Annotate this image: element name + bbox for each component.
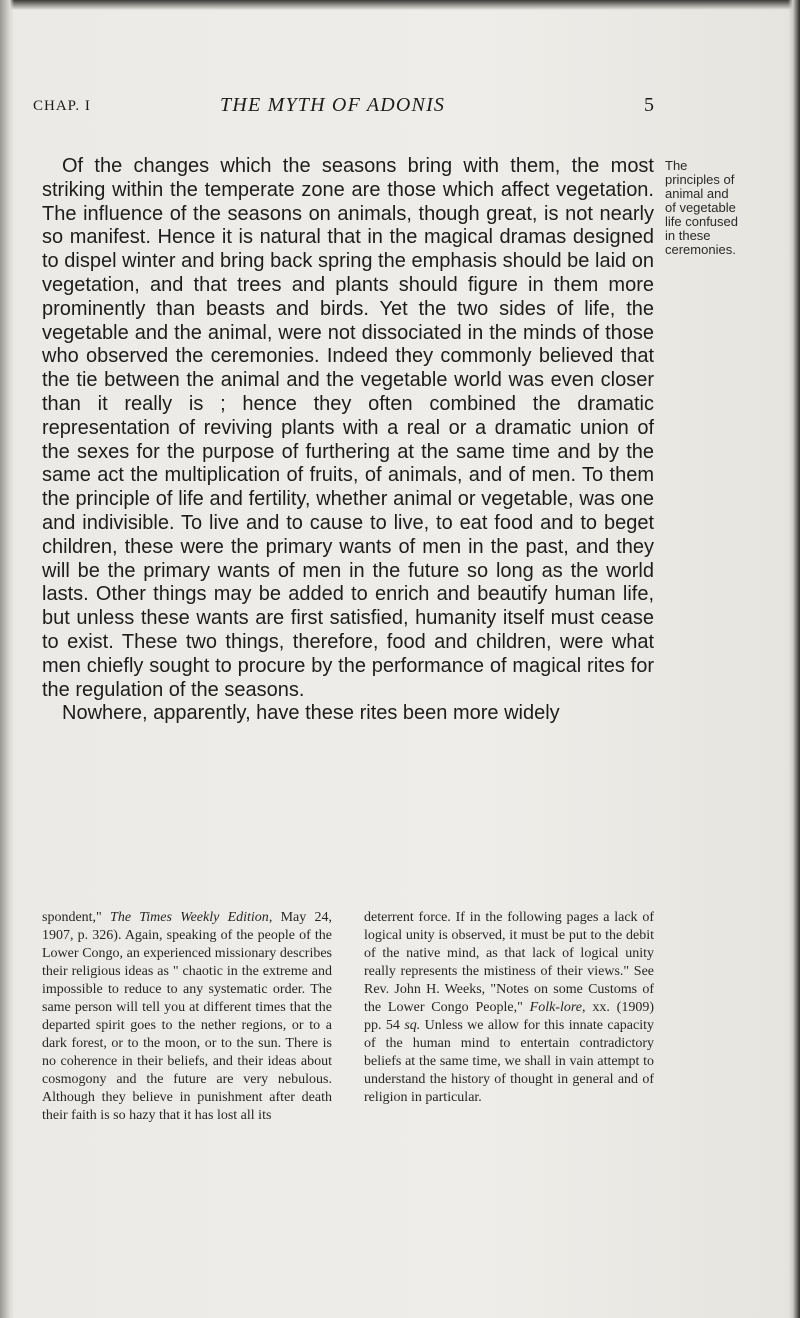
footnote-segment: , xx. (1909) pp. 54 [364, 1000, 654, 1033]
footnote-column-left [42, 909, 332, 1125]
page-number: 5 [644, 94, 654, 116]
running-header [0, 92, 800, 122]
paragraph: Of the changes which the seasons bring with them, the most striking within the temperate zone are those which affect vegetation. The influence of the seasons on animals, though great, is not nearly so manifest. Hence it is natural that in the magical dramas designed to dispel winter and bring back spring the emphasis should be laid on vegetation, and that trees and plants should figure in them more prominently than beasts and birds. Yet the two sides of life, the vegetable and the animal, were not dissociated in the minds of those who observed the ceremonies. Indeed they commonly believed that the tie between the animal and the vegetable world was even closer than it really is ; hence they often combined the dramatic representation of reviving plants with a real or a dramatic union of the sexes for the purpose of furthering at the same time and by the same act the multiplication of fruits, of animals, and of men. To them the principle of life and fertility, whether animal or vegetable, was one and indivisible. To live and to cause to live, to eat food and to beget children, these were the primary wants of men in the past, and they will be the primary wants of men in the future so long as the world lasts. Other things may be added to enrich and beautify human life, but unless these wants are first satisfied, humanity itself must cease to exist. These two things, therefore, food and children, were what men chiefly sought to procure by the performance of magical rites for the regulation of the seasons. [42, 155, 654, 701]
marginal-note: The principles of animal and of vegetable life confused in these ceremonies. [665, 158, 738, 257]
page-right-edge [788, 0, 800, 1318]
footnote-segment: spondent," [42, 910, 111, 925]
footnote-citation-title: Folk-lore [529, 1000, 582, 1015]
footnote-segment: , May 24, 1907, p. 326). Again, speaking of the people of the Lower Congo, an experienced missionary describes their religious ideas as " chaotic in the extreme and impossible to reduce to any systematic order. The same person will tell you at different times that the departed spirit goes to the nether regions, or to a dark forest, or to the moon, or to the sun. There is no coherence in their beliefs, and their ideas about cosmogony and the future are very nebulous. Although they believe in punishment after death their faith is so hazy that it has lost all its [42, 910, 332, 1123]
footnotes [42, 909, 654, 1125]
page-left-edge [0, 0, 14, 1318]
footnote-text [364, 909, 654, 1107]
main-text [42, 155, 654, 726]
paragraph: Nowhere, apparently, have these rites been more widely [62, 702, 560, 725]
running-title: THE MYTH OF ADONIS [220, 94, 446, 116]
footnote-column-right [364, 909, 654, 1125]
chapter-label: CHAP. I [33, 98, 91, 114]
footnote-segment: deterrent force. If in the following pages a lack of logical unity is observed, it must be put to the debit of the native mind, as that lack of logical unity really represents the mistiness of their views." See Rev. John H. Weeks, "Notes on some Customs of the Lower Congo People," [364, 910, 654, 1015]
footnote-segment: Unless we allow for this innate capacity of the human mind to entertain contradictory beliefs at the same time, we shall in vain attempt to understand the history of thought in general and of religion in particular. [364, 1018, 655, 1105]
footnote-citation-title: The Times Weekly Edition [110, 910, 269, 925]
page-top-edge [0, 0, 800, 10]
footnote-citation-abbrev: sq. [404, 1018, 421, 1033]
footnote-text [42, 909, 332, 1125]
